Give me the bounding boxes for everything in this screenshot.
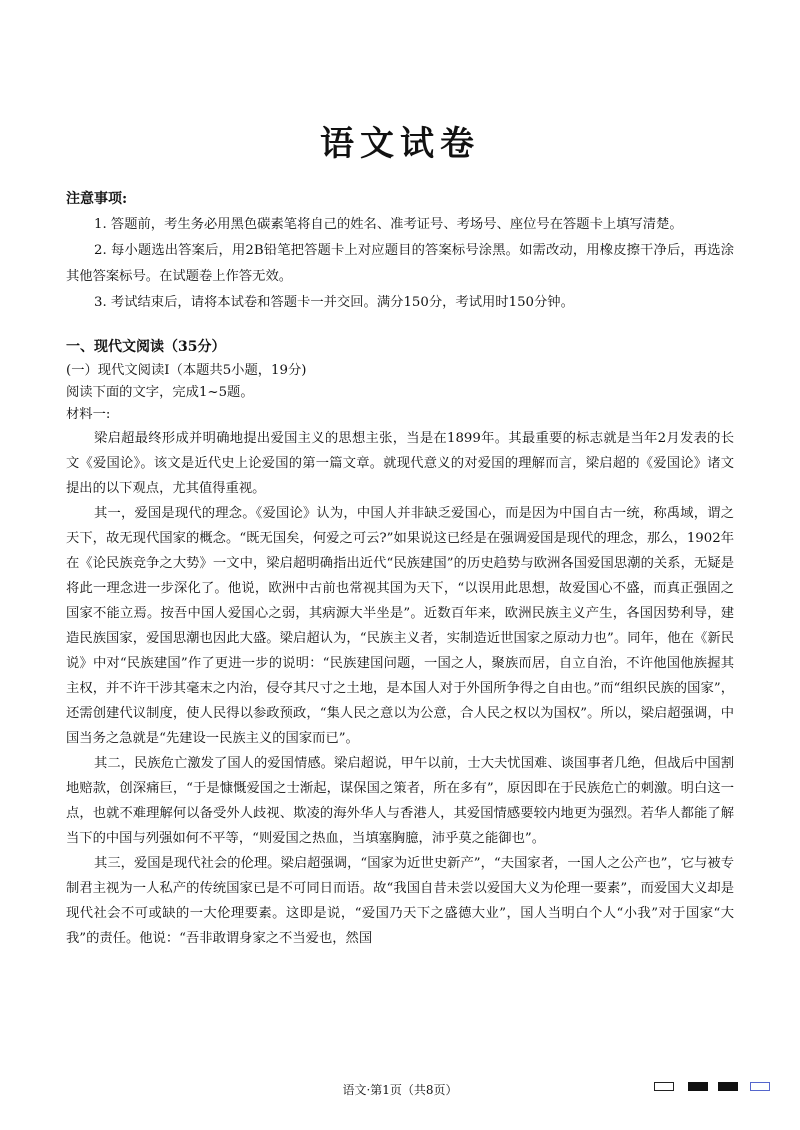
subsection-title: (一）现代文阅读Ⅰ（本题共5小题，19分) <box>66 363 307 378</box>
solid-marker-icon <box>718 1082 738 1091</box>
page-title: 语文试卷 <box>320 124 480 164</box>
solid-marker-icon <box>688 1082 708 1091</box>
section-title: 一、现代文阅读（35分） <box>66 339 226 355</box>
exam-content <box>66 186 734 951</box>
reading-instruction: 阅读下面的文字，完成1~5题。 <box>66 385 254 400</box>
hollow-marker-icon <box>654 1082 674 1091</box>
notice-item-1: 1. 答题前，考生务必用黑色碳素笔将自己的姓名、准考证号、考场号、座位号在答题卡上填写清楚。 <box>94 217 683 232</box>
material-label: 材料一: <box>66 407 111 422</box>
passage-paragraph: 其一，爱国是现代的理念。《爱国论》认为，中国人并非缺乏爱国心，而是因为中国自古一统，称禹域，谓之天下，故无现代国家的概念。“既无国矣，何爱之可云?”如果说这已经是在强调爱国是现代的理念，那么，1902年在《论民族竞争之大势》一文中，梁启超明确指出近代“民族建国”的历史趋势与欧洲各国爱国思潮的关系，无疑是将此一理念进一步深化了。他说，欧洲中古前也常视其国为天下，“以误用此思想，故爱国心不盛，而真正强固之国家不能立焉。按吾中国人爱国心之弱，其病源大半坐是”。近数百年来，欧洲民族主义产生，各国因势利导，建造民族国家，爱国思潮也因此大盛。梁启超认为，“民族主义者，实制造近世国家之原动力也”。同年，他在《新民说》中对“民族建国”作了更进一步的说明：“民族建国问题，一国之人，聚族而居，自立自治，不许他国他族握其主权，并不许干涉其毫末之内治，侵夺其尺寸之土地，是本国人对于外国所争得之自由也。”而“组织民族的国家”，还需创建代议制度，使人民得以参政预政，“集人民之意以为公意，合人民之权以为国权”。所以，梁启超强调，中国当务之急就是“先建设一民族主义的国家而已”。 <box>66 506 734 746</box>
notice-item-3: 3. 考试结束后，请将本试卷和答题卡一并交回。满分150分，考试用时150分钟。 <box>94 295 574 310</box>
notice-heading: 注意事项: <box>66 191 128 207</box>
passage-paragraph: 其二，民族危亡激发了国人的爱国情感。梁启超说，甲午以前，士大夫忧国难、谈国事者几绝，但战后中国割地赔款，创深痛巨，“于是慷慨爱国之士渐起，谋保国之策者，所在多有”，原因即在于民族危亡的刺激。明白这一点，也就不难理解何以备受外人歧视、欺凌的海外华人与香港人，其爱国情感要较内地更为强烈。若华人都能了解当下的中国与列强如何不平等，“则爱国之热血，当填塞胸臆，沛乎莫之能御也”。 <box>66 756 734 846</box>
notice-item-2: 2. 每小题选出答案后，用2B铅笔把答题卡上对应题目的答案标号涂黑。如需改动，用橡皮擦干净后，再选涂其他答案标号。在试题卷上作答无效。 <box>66 243 734 284</box>
passage-paragraph: 其三，爱国是现代社会的伦理。梁启超强调，“国家为近世史新产”，“夫国家者，一国人之公产也”，它与被专制君主视为一人私产的传统国家已是不可同日而语。故“我国自昔未尝以爱国大义为伦理一要素”，而爱国大义却是现代社会不可或缺的一大伦理要素。这即是说，“爱国乃天下之盛德大业”，国人当明白个人“小我”对于国家“大我”的责任。他说：“吾非敢谓身家之不当爱也，然国 <box>66 856 734 946</box>
hollow-marker-icon <box>750 1082 770 1091</box>
passage-paragraph: 梁启超最终形成并明确地提出爱国主义的思想主张，当是在1899年。其最重要的标志就是当年2月发表的长文《爱国论》。该文是近代史上论爱国的第一篇文章。就现代意义的对爱国的理解而言，梁启超的《爱国论》诸文提出的以下观点，尤其值得重视。 <box>66 431 734 496</box>
page-footer: 语文·第1页（共8页） <box>342 1083 458 1097</box>
